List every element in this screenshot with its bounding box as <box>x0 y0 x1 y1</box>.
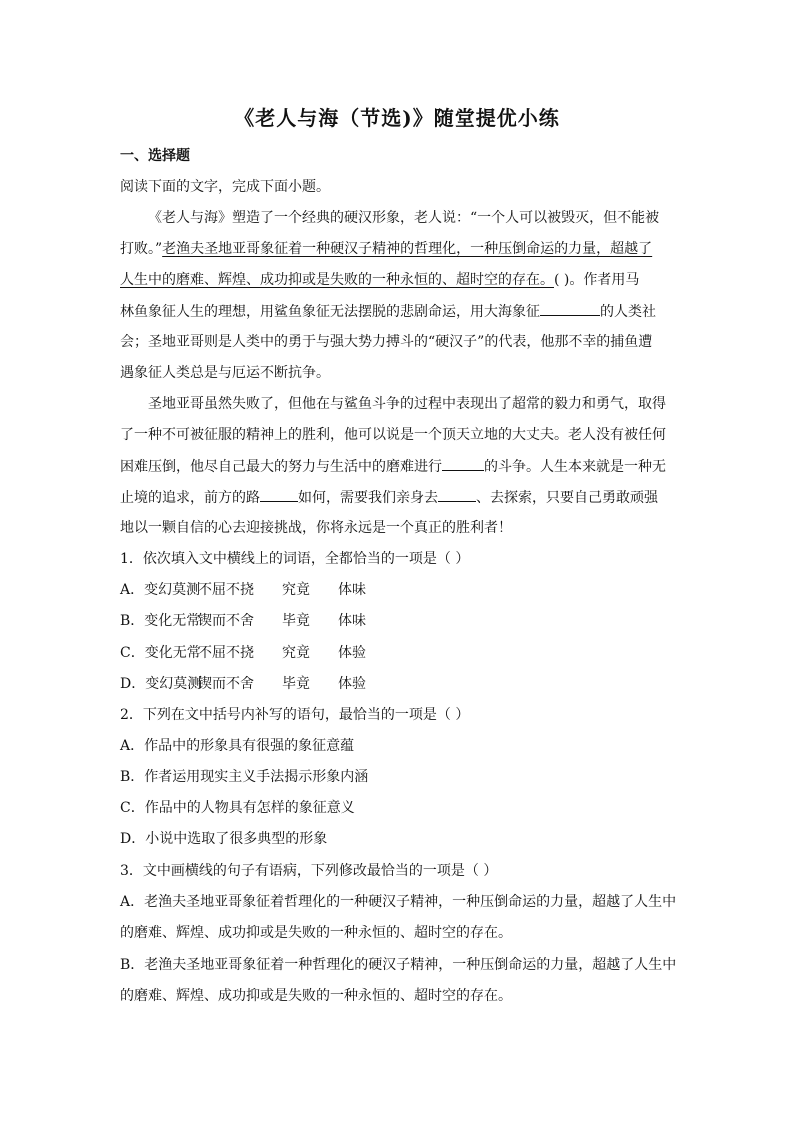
passage-text: 林鱼象征人生的理想，用鲨鱼象征无法摆脱的悲剧命运，用大海象征 <box>120 304 540 320</box>
section-heading: 一、选择题 <box>120 148 190 164</box>
option-text: 毕竟 <box>282 613 310 629</box>
page-title: 《老人与海（节选)》随堂提优小练 <box>234 106 560 130</box>
option-text: 锲而不舍 <box>198 676 254 692</box>
fill-blank-1 <box>540 301 600 316</box>
passage-text: 止境的追求，前方的路 <box>120 490 260 506</box>
option-text: 体味 <box>338 582 366 598</box>
fill-blank-3 <box>260 487 298 502</box>
option-text: 究竟 <box>282 645 310 661</box>
underlined-sentence: 老渔夫圣地亚哥象征着一种硬汉子精神的哲理化，一种压倒命运的力量，超越了 <box>162 241 653 257</box>
passage-p1-line3 <box>120 270 680 290</box>
passage-p2-line1: 圣地亚哥虽然失败了，但他在与鲨鱼斗争的过程中表现出了超常的毅力和勇气，取得 <box>148 396 666 412</box>
passage-p1-line2 <box>120 239 680 259</box>
question-3-option-a-line2: 的磨难、辉煌、成功抑或是失败的一种永恒的、超时空的存在。 <box>120 925 512 941</box>
option-text: D．变幻莫测 <box>120 676 202 692</box>
passage-p1-line4 <box>120 301 680 322</box>
underlined-sentence: 人生中的磨难、辉煌、成功抑或是失败的一种永恒的、超时空的存在。 <box>120 272 554 288</box>
passage-text: 的斗争。人生本来就是一种无 <box>484 459 666 475</box>
option-text: B．变化无常 <box>120 613 201 629</box>
passage-p2-line4 <box>120 487 680 508</box>
instructions: 阅读下面的文字，完成下面小题。 <box>120 179 330 195</box>
passage-text: 、去探索，只要自己勇敢顽强 <box>476 490 658 506</box>
passage-p1-line6: 遇象征人类总是与厄运不断抗争。 <box>120 365 330 381</box>
fill-blank-4 <box>438 487 476 502</box>
passage-text: 的人类社 <box>600 304 656 320</box>
question-1-option-d <box>120 674 680 694</box>
question-1-stem: 1．依次填入文中横线上的词语，全都恰当的一项是（ ） <box>120 551 470 567</box>
option-text: 锲而不舍 <box>198 613 254 629</box>
passage-p2-line5: 地以一颗自信的心去迎接挑战，你将永远是一个真正的胜利者！ <box>120 520 512 536</box>
option-text: 不屈不挠 <box>198 582 254 598</box>
passage-p2-line3 <box>120 456 680 477</box>
question-3-stem: 3．文中画横线的句子有语病，下列修改最恰当的一项是（ ） <box>120 863 498 879</box>
passage-text: 打败。” <box>120 241 163 257</box>
option-text: 体验 <box>338 676 366 692</box>
option-text: 体验 <box>338 645 366 661</box>
question-2-option-d: D．小说中选取了很多典型的形象 <box>120 831 328 847</box>
question-2-option-c: C．作品中的人物具有怎样的象征意义 <box>120 800 355 816</box>
question-3-option-a-line1: A．老渔夫圣地亚哥象征着哲理化的一种硬汉子精神，一种压倒命运的力量，超越了人生中 <box>120 894 677 910</box>
option-text: C．变化无常 <box>120 645 201 661</box>
passage-text: 如何，需要我们亲身去 <box>298 490 438 506</box>
option-text: A．变幻莫测 <box>120 582 201 598</box>
passage-p1-line5: 会；圣地亚哥则是人类中的勇于与强大势力搏斗的“硬汉子”的代表，他那不幸的捕鱼遭 <box>120 334 653 350</box>
option-text: 究竟 <box>282 582 310 598</box>
option-text: 毕竟 <box>282 676 310 692</box>
question-1-option-c <box>120 643 680 663</box>
question-2-option-a: A．作品中的形象具有很强的象征意蕴 <box>120 738 355 754</box>
passage-p1-line1: 《老人与海》塑造了一个经典的硬汉形象，老人说：“一个人可以被毁灭，但不能被 <box>148 210 660 226</box>
question-2-option-b: B．作者运用现实主义手法揭示形象内涵 <box>120 769 369 785</box>
question-1-option-b <box>120 611 680 631</box>
passage-text: ( )。作者用马 <box>554 272 640 288</box>
fill-blank-2 <box>442 456 484 471</box>
passage-p2-line2: 了一种不可被征服的精神上的胜利，他可以说是一个顶天立地的大丈夫。老人没有被任何 <box>120 427 666 443</box>
passage-text: 困难压倒，他尽自己最大的努力与生活中的磨难进行 <box>120 459 442 475</box>
question-3-option-b-line2: 的磨难、辉煌、成功抑或是失败的一种永恒的、超时空的存在。 <box>120 988 512 1004</box>
question-1-option-a <box>120 580 680 600</box>
question-3-option-b-line1: B．老渔夫圣地亚哥象征着一种哲理化的硬汉子精神，一种压倒命运的力量，超越了人生中 <box>120 957 677 973</box>
option-text: 体味 <box>338 613 366 629</box>
question-2-stem: 2．下列在文中括号内补写的语句，最恰当的一项是（ ） <box>120 707 470 723</box>
option-text: 不屈不挠 <box>198 645 254 661</box>
